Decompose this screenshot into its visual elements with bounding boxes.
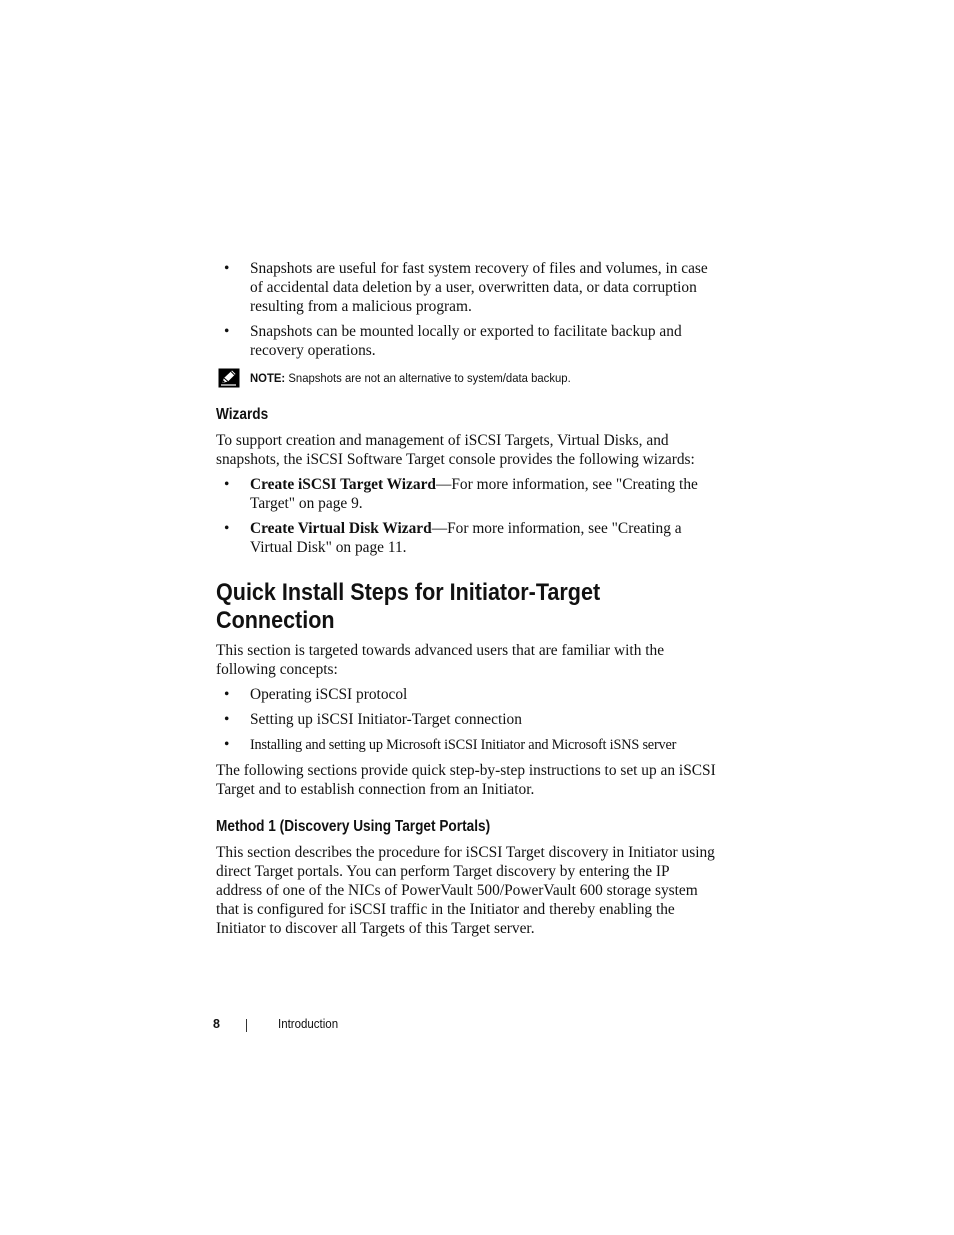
page-number: 8: [213, 1017, 220, 1031]
bullet-glyph: •: [224, 323, 230, 340]
list-item: [216, 685, 716, 704]
wizards-heading: Wizards: [216, 406, 269, 423]
wizard-name: Create Virtual Disk Wizard: [250, 520, 432, 537]
method1-body: This section describes the procedure for iSCSI Target discovery in Initiator using direct Target portals. You can perform Target discovery by entering the IP address of one of the NICs of PowerVault 500/PowerVault 600 storage system that is configured for iSCSI traffic in the Initiator and thereby enabling the Initiator to discover all Targets of this Target server.: [216, 844, 715, 937]
concept-text: Operating iSCSI protocol: [250, 686, 408, 703]
list-item: [216, 322, 716, 360]
method1-heading: Method 1 (Discovery Using Target Portals): [216, 818, 491, 835]
list-item: [216, 475, 716, 513]
list-item: [216, 519, 716, 557]
bullet-glyph: •: [224, 520, 230, 537]
concepts-list: [216, 685, 716, 755]
list-item: [216, 259, 716, 316]
pencil-note-icon: [218, 368, 240, 388]
list-item: [216, 710, 716, 729]
wizard-description: —For more information, see "Creating a Virtual Disk" on page 11.: [250, 520, 682, 556]
wizards-list: [216, 475, 716, 557]
quick-install-outro: The following sections provide quick step-by-step instructions to set up an iSCSI Target and to establish connection from an Initiator.: [216, 762, 716, 798]
quick-install-heading-line2: Connection: [216, 607, 335, 634]
bullet-text: Snapshots can be mounted locally or exported to facilitate backup and recovery operations.: [250, 323, 682, 359]
note-callout: [216, 368, 716, 390]
page-content: [216, 258, 716, 938]
list-item: [216, 735, 716, 755]
bullet-text: Snapshots are useful for fast system recovery of files and volumes, in case of accidental data deletion by a user, overwritten data, or data corruption resulting from a malicious program.: [250, 260, 708, 315]
bullet-glyph: •: [224, 260, 230, 277]
concept-text: Installing and setting up Microsoft iSCSI Initiator and Microsoft iSNS server: [250, 737, 677, 753]
quick-install-heading: [216, 579, 716, 635]
note-body: Snapshots are not an alternative to system/data backup.: [288, 371, 571, 385]
wizards-intro: To support creation and management of iSCSI Targets, Virtual Disks, and snapshots, the iSCSI Software Target console provides the following wizards:: [216, 432, 695, 468]
bullet-glyph: •: [224, 711, 230, 728]
note-label: NOTE:: [250, 371, 286, 385]
bullet-glyph: •: [224, 686, 230, 703]
note-text: [250, 368, 571, 388]
wizard-name: Create iSCSI Target Wizard: [250, 476, 436, 493]
footer-divider: [246, 1019, 247, 1032]
bullet-glyph: •: [224, 476, 230, 493]
quick-install-heading-line1: Quick Install Steps for Initiator-Target: [216, 579, 601, 606]
bullet-glyph: •: [224, 736, 230, 753]
footer-section-title: Introduction: [278, 1017, 339, 1031]
wizard-description: —For more information, see "Creating the Target" on page 9.: [250, 476, 698, 512]
quick-install-intro: This section is targeted towards advanced users that are familiar with the following concepts:: [216, 642, 665, 678]
concept-text: Setting up iSCSI Initiator-Target connection: [250, 711, 522, 728]
snapshot-benefits-list: [216, 259, 716, 360]
